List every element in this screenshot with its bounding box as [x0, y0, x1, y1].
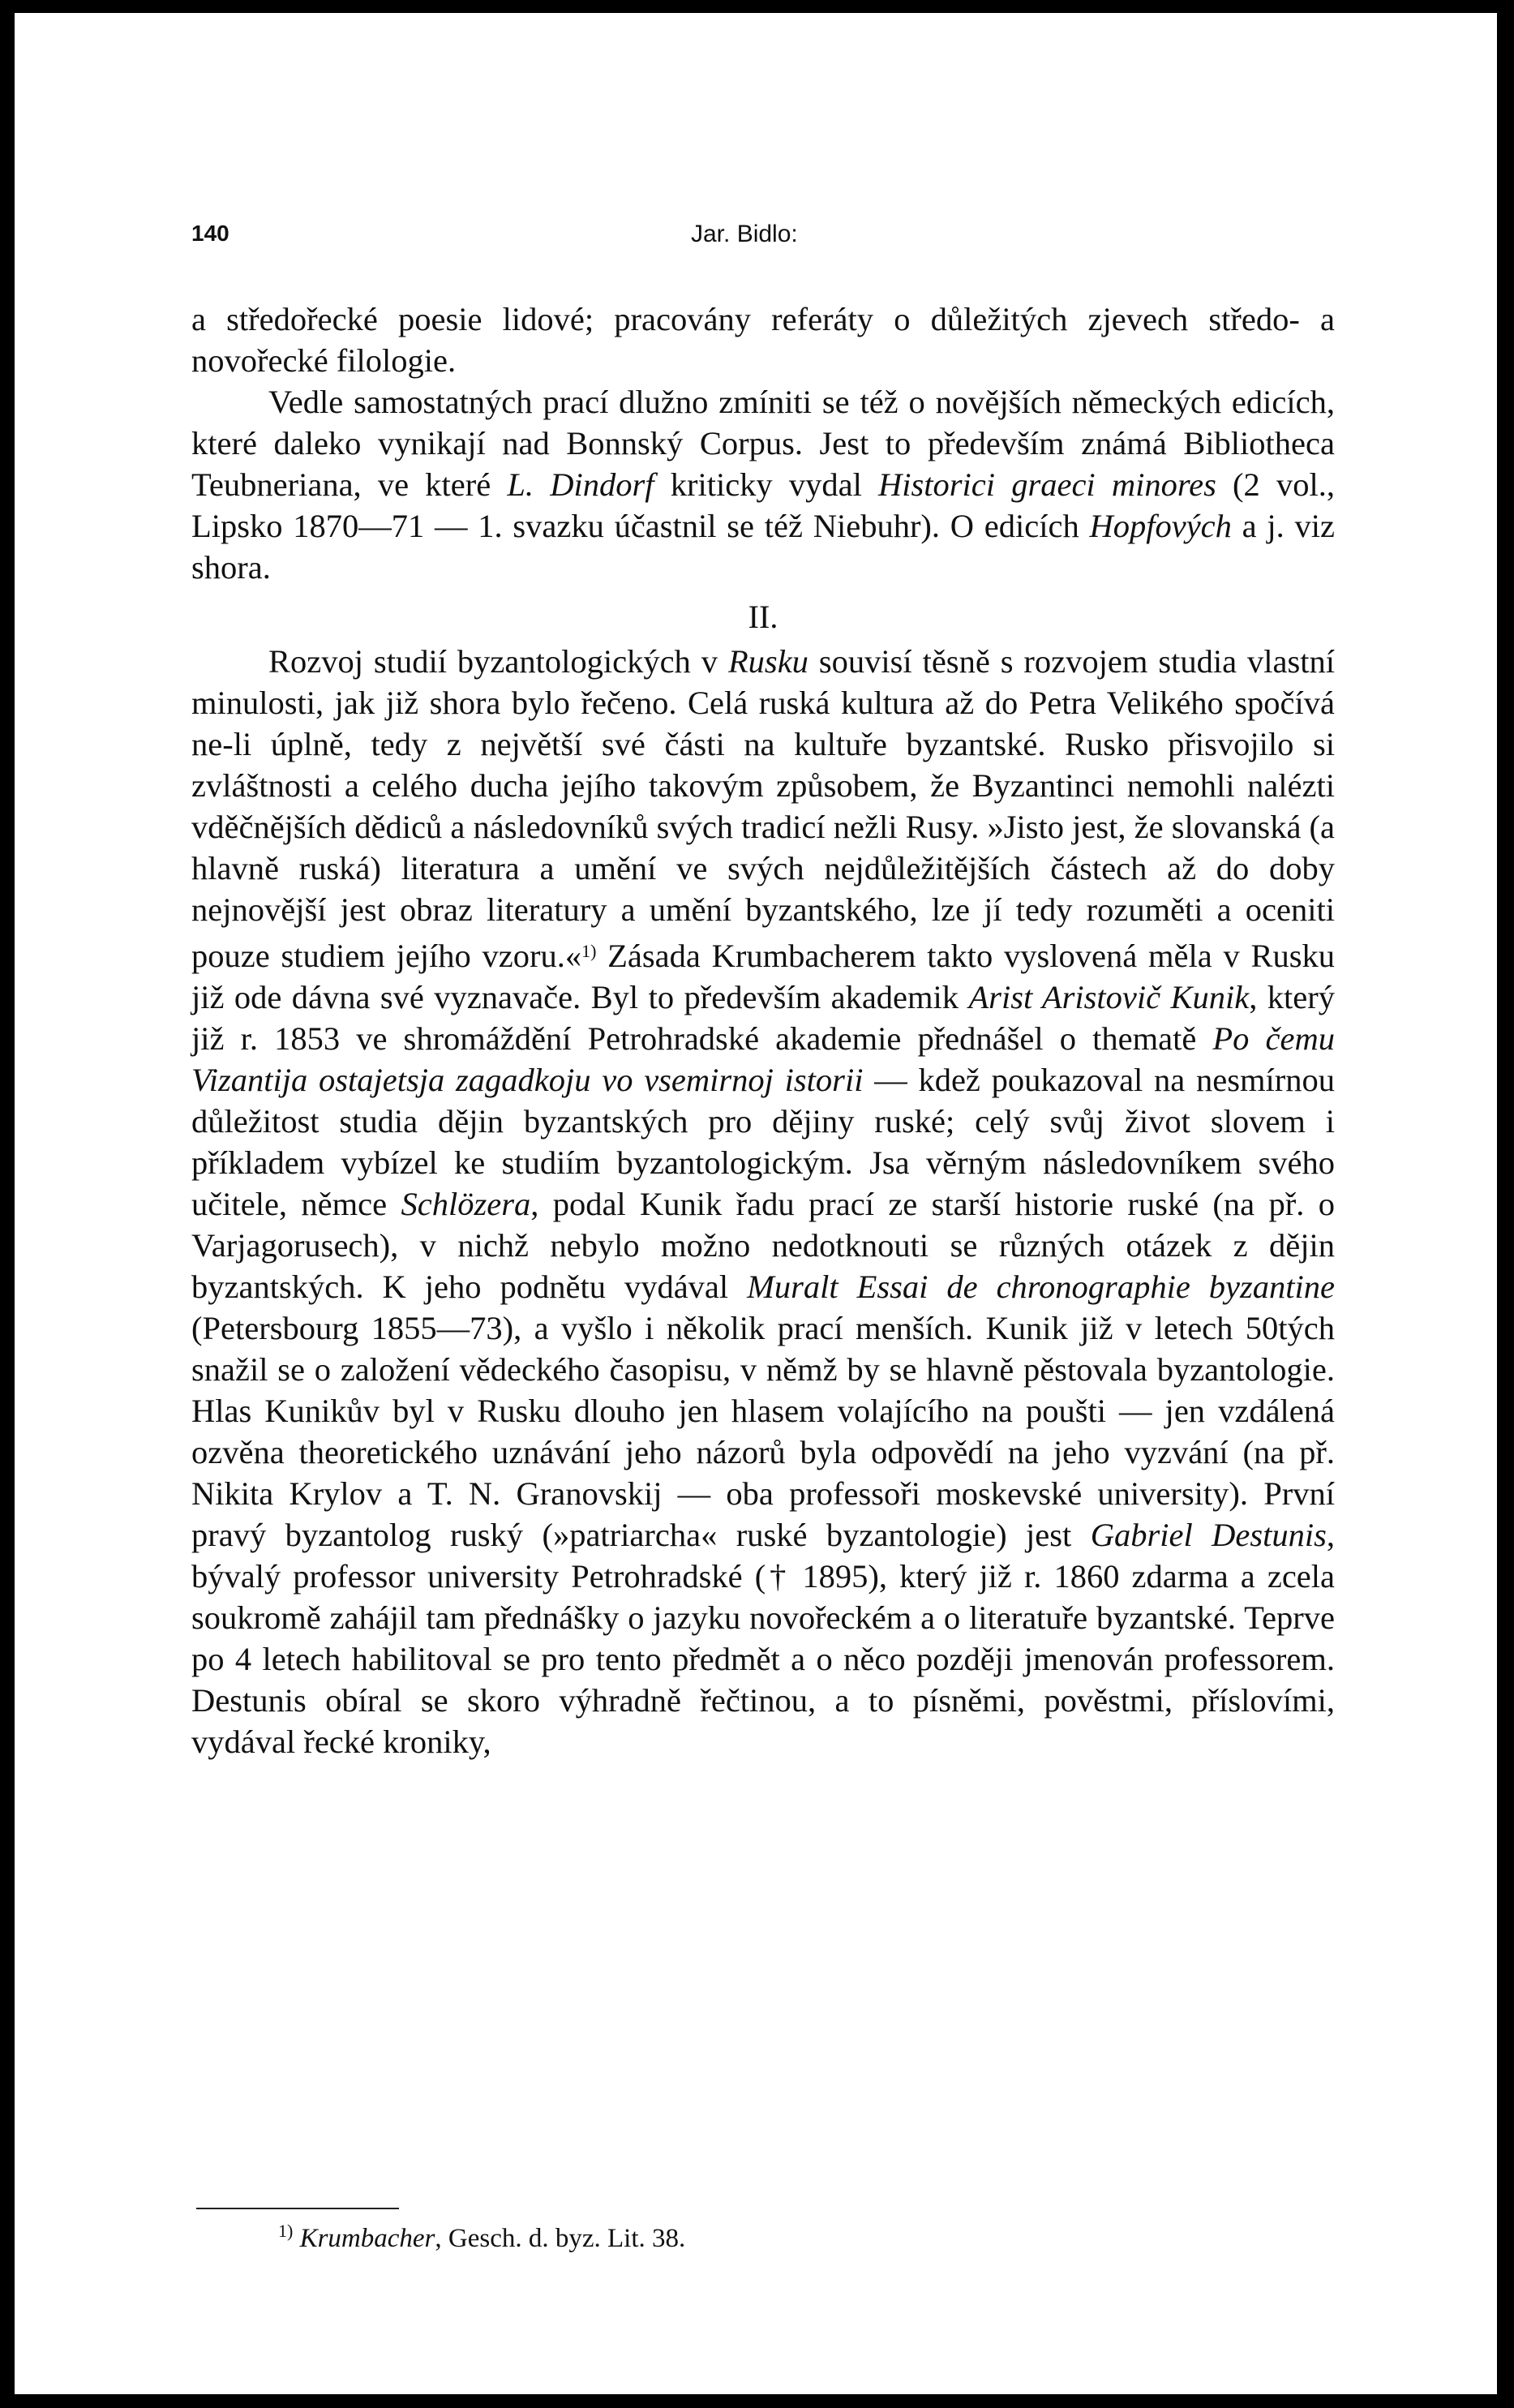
footnote-mark: 1) [278, 2221, 294, 2241]
text-run: — kdež poukazoval na nesmírnou důležitost studia dějin byzantských pro dějiny ruské; celý svůj život slovem i příkladem vybízel ke studiím byzantologickým. Jsa věrným následovníkem svého učitele, němce [191, 1062, 1335, 1222]
paragraph-2 [191, 381, 1335, 588]
footnote-divider [196, 2208, 399, 2209]
text-run: Rozvoj studií byzantologických v [268, 643, 728, 680]
italic-name: L. Dindorf [507, 466, 654, 503]
footnote-reference: 1) [581, 941, 597, 961]
text-run: , bývalý professor university Petrohradské († 1895), který již r. 1860 zdarma a zcela soukromě zahájil tam přednášky o jazyku novořeckém a o literatuře byzantské. Teprve po 4 letech habilitoval se pro tento předmět a o něco později jmenován professorem. Destunis obíral se skoro výhradně řečtinou, a to písněmi, pověstmi, příslovími, vydával řecké kroniky, [191, 1517, 1335, 1760]
text-run: Vedle samostatných prací dlužno zmíniti se též o novějších německých edicích, které daleko vynikají nad Bonnský Corpus. Jest to především známá Bibliotheca Teubneriana, ve které [191, 384, 1335, 503]
footnote [278, 2221, 685, 2254]
section-heading: II. [748, 599, 778, 635]
italic-name: Schlözera [401, 1186, 531, 1222]
text-run: kriticky vydal [654, 466, 879, 503]
text-run: a j. viz shora. [191, 508, 1335, 586]
text-run: Zásada Krumbacherem takto vyslovená měla v Rusku již ode dávna své vyznavače. Byl to především akademik [191, 938, 1336, 1015]
scanned-page [15, 13, 1497, 2394]
paragraph-1: a středořecké poesie lidové; pracovány referáty o důležitých zjevech středo- a novořecké filologie. [191, 301, 1335, 379]
footnote-citation: , Gesch. d. byz. Lit. 38. [435, 2224, 686, 2253]
page-header [191, 221, 1351, 261]
italic-word: Rusku [727, 643, 808, 680]
italic-title: Historici graeci minores [878, 466, 1216, 503]
italic-name: Gabriel Destunis [1090, 1517, 1327, 1553]
text-run: , který již r. 1853 ve shromáždění Petrohradské akademie přednášel o thematě [191, 979, 1335, 1057]
text-run: (Petersbourg 1855—73), a vyšlo i několik prací menších. Kunik již v letech 50tých snažil se o založení vědeckého časopisu, v němž by se hlavně pěstovala byzantologie. Hlas Kunikův byl v Rusku dlouho jen hlasem volajícího na poušti — jen vzdálená ozvěna theoretického uznávání jeho názorů byla odpovědí na jeho vyzvání (na př. Nikita Krylov a T. N. Granovskij — oba professoři moskevské university). První pravý byzantolog ruský (»patriarcha« ruské byzantologie) jest [191, 1310, 1335, 1553]
text-run: , podal Kunik řadu prací ze starší historie ruské (na př. o Varjagorusech), v nichž nebylo možno nedotknouti se různých otázek z dějin byzantských. K jeho podnětu vydával [191, 1186, 1335, 1305]
italic-name: Hopfových [1089, 508, 1232, 544]
italic-name: Arist Aristovič Kunik [968, 979, 1250, 1015]
page-number: 140 [191, 221, 229, 246]
italic-title: Po čemu Vizantija ostajetsja zagadkoju vo vsemirnoj istorii [191, 1020, 1335, 1098]
italic-title: Muralt Essai de chronographie byzantine [747, 1268, 1335, 1305]
footnote-author: Krumbacher [299, 2224, 435, 2253]
paragraph-3 [191, 641, 1335, 1762]
text-run: souvisí těsně s rozvojem studia vlastní minulosti, jak již shora bylo řečeno. Celá ruská kultura až do Petra Velikého spočívá ne-li úplně, tedy z největší své části na kultuře byzantské. Rusko přisvojilo si zvláštnosti a celého ducha jejího takovým způsobem, že Byzantinci nemohli nalézti vděčnějších dědiců a následovníků svých tradicí nežli Rusy. »Jisto jest, že slovanská (a hlavně ruská) literatura a umění ve svých nejdůležitějších částech až do doby nejnovější jest obraz literatury a umění byzantského, lze jí tedy rozuměti a oceniti pouze studiem jejího vzoru.« [191, 643, 1336, 974]
running-head: Jar. Bidlo: [691, 221, 798, 247]
text-run: (2 vol., Lipsko 1870—71 — 1. svazku účastnil se též Niebuhr). O edicích [191, 466, 1335, 544]
corner-scan-mark: ⌐ [15, 13, 24, 29]
body-text [191, 298, 1335, 1762]
